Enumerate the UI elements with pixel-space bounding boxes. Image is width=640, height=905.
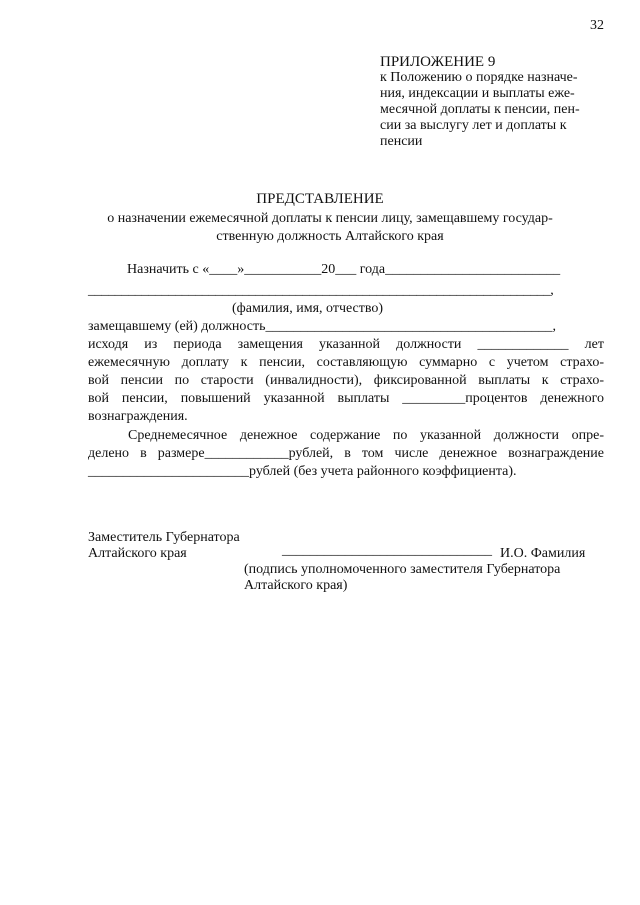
appendix-line: пенсии: [380, 134, 423, 149]
signature-line: ______________________________: [282, 543, 492, 558]
assign-date-line: Назначить с «____»___________20___ года_________________________: [127, 262, 561, 277]
page-number: 32: [590, 18, 604, 33]
paragraph1-line: ежемесячную доплату к пенсии, составляющую суммарно с учетом страхо-: [88, 355, 604, 370]
paragraph1-line: вой пенсии по старости (инвалидности), фиксированной выплаты к страхо-: [88, 373, 604, 388]
document-subtitle-line2: ственную должность Алтайского края: [216, 229, 444, 244]
appendix-title: ПРИЛОЖЕНИЕ 9: [380, 54, 496, 70]
signatory-role: Заместитель Губернатора: [88, 530, 240, 545]
appendix-line: к Положению о порядке назначе-: [380, 70, 578, 85]
document-subtitle-line1: о назначении ежемесячной доплаты к пенсии лицу, замещавшему государ-: [107, 211, 553, 226]
paragraph1-line: вой пенсии, повышений указанной выплаты _________процентов денежного: [88, 391, 604, 406]
name-caption: (фамилия, имя, отчество): [232, 301, 384, 316]
signatory-name: И.О. Фамилия: [500, 546, 586, 561]
appendix-line: месячной доплаты к пенсии, пен-: [380, 102, 580, 117]
signature-caption: Алтайского края): [244, 578, 348, 593]
appendix-line: сии за выслугу лет и доплаты к: [380, 118, 567, 133]
paragraph2-line: делено в размере____________рублей, в том числе денежное вознаграждение: [88, 446, 604, 461]
paragraph1-line: исходя из периода замещения указанной должности _____________ лет: [88, 337, 604, 352]
paragraph1-line: вознаграждения.: [88, 409, 188, 424]
appendix-line: ния, индексации и выплаты еже-: [380, 86, 575, 101]
paragraph2-line: _______________________рублей (без учета районного коэффициента).: [88, 464, 517, 479]
signatory-role: Алтайского края: [88, 546, 187, 561]
paragraph2-line: Среднемесячное денежное содержание по указанной должности опре-: [128, 428, 604, 443]
position-line: замещавшему (ей) должность_________________________________________,: [88, 319, 556, 334]
signature-caption: (подпись уполномоченного заместителя Губернатора: [244, 562, 561, 577]
name-line: _____________________________________________________________________,: [88, 283, 554, 298]
document-title: ПРЕДСТАВЛЕНИЕ: [256, 191, 384, 207]
